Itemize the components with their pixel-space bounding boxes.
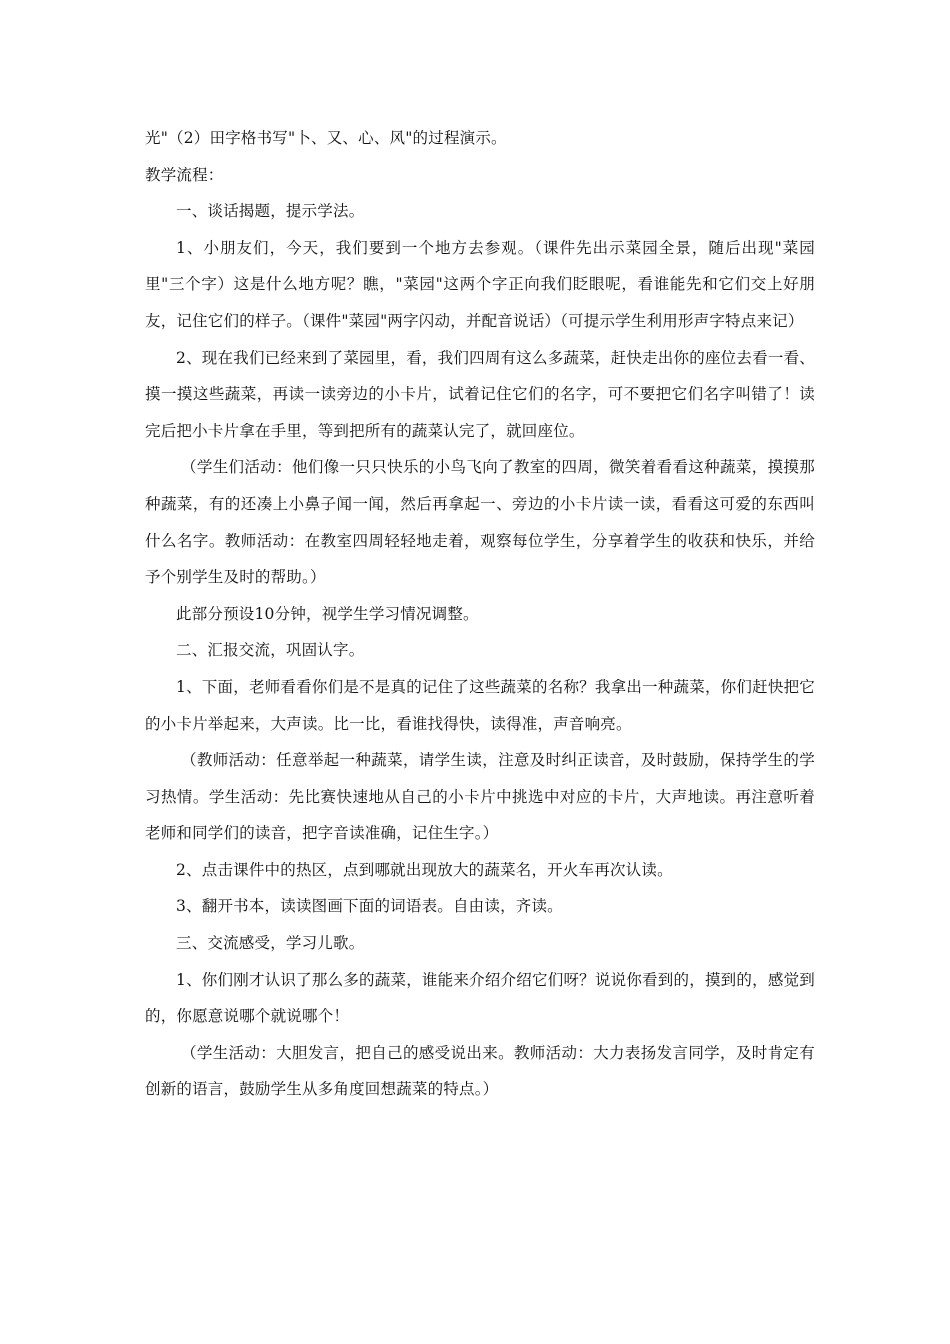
paragraph-activity-3: （学生活动：大胆发言，把自己的感受说出来。教师活动：大力表扬发言同学，及时肯定有创新的语言，鼓励学生从多角度回想蔬菜的特点。）	[145, 1043, 815, 1099]
document-body	[145, 120, 815, 1108]
section-heading-3: 三、交流感受，学习儿歌。	[176, 934, 365, 953]
paragraph-continuation: 光"（2）田字格书写"卜、又、心、风"的过程演示。	[145, 129, 507, 147]
section-heading-2: 二、汇报交流，巩固认字。	[176, 641, 365, 660]
section-heading-1: 一、谈话揭题，提示学法。	[176, 202, 365, 221]
paragraph-step-1-2: 2、现在我们已经来到了菜园里，看，我们四周有这么多蔬菜，赶快走出你的座位去看一看、摸一摸这些蔬菜，再读一读旁边的小卡片，试着记住它们的名字，可不要把它们名字叫错了！读完后把小卡片拿在手里，等到把所有的蔬菜认完了，就回座位。	[145, 348, 815, 440]
paragraph-step-3-1: 1、你们刚才认识了那么多的蔬菜，谁能来介绍介绍它们呀？说说你看到的，摸到的，感觉到的，你愿意说哪个就说哪个！	[145, 970, 815, 1026]
paragraph-step-2-3: 3、翻开书本，读读图画下面的词语表。自由读，齐读。	[176, 897, 563, 916]
heading-teaching-process: 教学流程：	[145, 165, 224, 184]
paragraph-activity-1: （学生们活动：他们像一只只快乐的小鸟飞向了教室的四周，微笑着看看这种蔬菜，摸摸那种蔬菜，有的还凑上小鼻子闻一闻，然后再拿起一、旁边的小卡片读一读，看看这可爱的东西叫什么名字。教师活动：在教室四周轻轻地走着，观察每位学生，分享着学生的收获和快乐，并给予个别学生及时的帮助。）	[145, 458, 815, 587]
paragraph-activity-2: （教师活动：任意举起一种蔬菜，请学生读，注意及时纠正读音，及时鼓励，保持学生的学习热情。学生活动：先比赛快速地从自己的小卡片中挑选中对应的卡片，大声地读。再注意听着老师和同学们的读音，把字音读准确，记住生字。）	[145, 751, 815, 843]
paragraph-step-1-1: 1、小朋友们，今天，我们要到一个地方去参观。（课件先出示菜园全景，随后出现"菜园里"三个字）这是什么地方呢？瞧，"菜园"这两个字正向我们眨眼呢，看谁能先和它们交上好朋友，记住它们的样子。（课件"菜园"两字闪动，并配音说话）（可提示学生利用形声字特点来记）	[145, 238, 815, 330]
paragraph-time-note: 此部分预设10分钟，视学生学习情况调整。	[176, 604, 479, 623]
paragraph-step-2-2: 2、点击课件中的热区，点到哪就出现放大的蔬菜名，开火车再次认读。	[176, 860, 673, 879]
paragraph-step-2-1: 1、下面，老师看看你们是不是真的记住了这些蔬菜的名称？我拿出一种蔬菜，你们赶快把它的小卡片举起来，大声读。比一比，看谁找得快，读得准，声音响亮。	[145, 677, 815, 733]
